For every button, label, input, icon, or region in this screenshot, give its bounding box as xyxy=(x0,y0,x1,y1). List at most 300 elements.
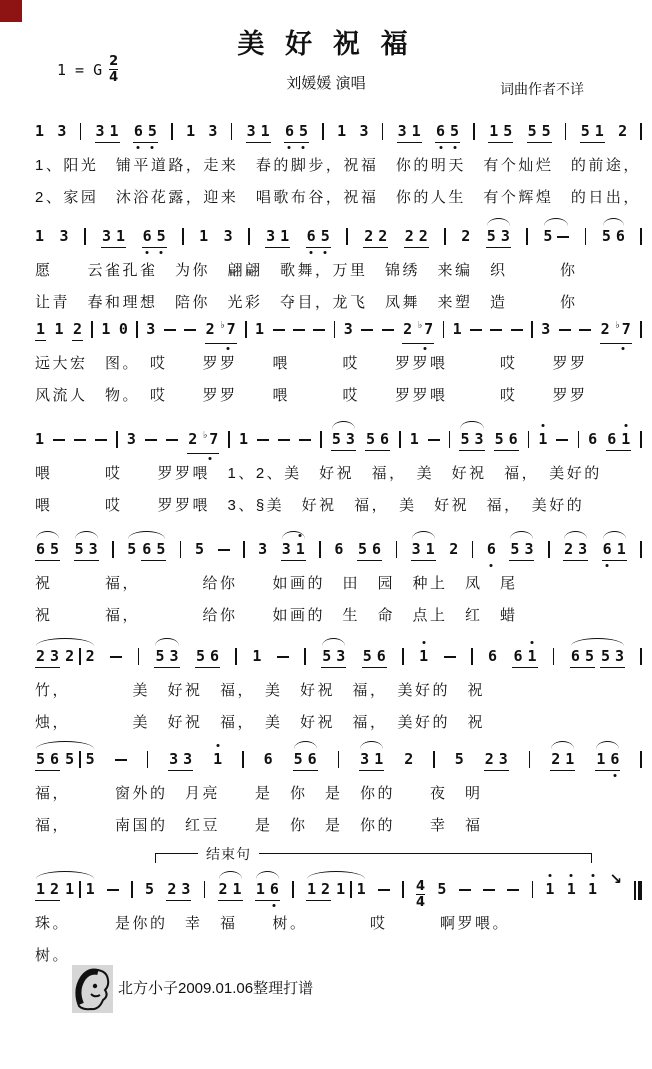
note: 3 xyxy=(498,750,508,768)
note: 6 xyxy=(588,430,598,448)
note: 5 xyxy=(357,540,367,558)
final-barline xyxy=(634,881,642,898)
note: 1 xyxy=(252,647,262,665)
note: 1 xyxy=(213,750,222,768)
note: 5 xyxy=(503,122,513,140)
flat-icon: ♭ xyxy=(219,320,226,331)
notation-line xyxy=(35,217,642,251)
note: 3 xyxy=(397,122,407,140)
note: 6 xyxy=(488,647,498,665)
note: 3 xyxy=(50,647,60,665)
dash xyxy=(95,439,107,441)
note: 5 xyxy=(145,880,155,898)
music-system xyxy=(35,310,642,406)
notation-line xyxy=(35,310,642,344)
note: 5 xyxy=(600,647,610,665)
note: 6 xyxy=(307,227,316,245)
note: 1 xyxy=(621,430,630,448)
barline xyxy=(402,648,404,665)
slur-group xyxy=(331,430,356,451)
note: 5 xyxy=(36,750,46,768)
barline xyxy=(228,431,230,448)
note: 5 xyxy=(460,430,470,448)
note: 3 xyxy=(95,122,105,140)
dash xyxy=(559,329,571,331)
note: 1 xyxy=(356,880,366,898)
barline xyxy=(242,751,244,768)
barline xyxy=(320,431,322,448)
note: 3 xyxy=(411,540,421,558)
note: 5 xyxy=(148,122,157,140)
slur-group xyxy=(293,750,318,771)
note: 6 xyxy=(603,540,612,558)
note: 6 xyxy=(134,122,143,140)
beam-group xyxy=(397,122,422,143)
barline xyxy=(245,321,247,338)
barline xyxy=(443,321,445,338)
note: 6 xyxy=(615,227,625,245)
note: 2 xyxy=(378,227,388,245)
note: 2 xyxy=(461,227,471,245)
note: 2 xyxy=(188,430,198,448)
barline xyxy=(528,431,530,448)
note: 2 xyxy=(551,750,561,768)
flat-icon: ♭ xyxy=(417,320,424,331)
note: 3 xyxy=(57,122,67,140)
dash xyxy=(507,889,519,891)
beam-group xyxy=(402,320,434,344)
barline xyxy=(449,431,451,448)
barline xyxy=(532,881,534,898)
barline xyxy=(531,321,533,338)
barline xyxy=(136,321,138,338)
note: 5 xyxy=(454,750,464,768)
barline xyxy=(346,228,348,245)
barline xyxy=(640,321,642,338)
flat-icon: ♭ xyxy=(614,320,621,331)
barline xyxy=(235,648,237,665)
note: 3 xyxy=(183,750,193,768)
lyric-line: 福， 窗外的 月亮 是 你 是 你的 夜 明 xyxy=(35,785,483,802)
beam-group xyxy=(357,540,382,561)
barline xyxy=(640,228,642,245)
barline xyxy=(565,123,567,140)
note: 6 xyxy=(143,227,152,245)
barline xyxy=(80,123,82,140)
ending-phrase-bracket xyxy=(155,846,592,863)
beam-group xyxy=(306,880,331,901)
lyric-line: 祝 福， 给你 如画的 生 命 点上 红 蜡 xyxy=(35,607,518,624)
note: 6 xyxy=(270,880,279,898)
slur-group xyxy=(543,227,569,245)
note: 2 xyxy=(418,227,428,245)
barline xyxy=(640,541,642,558)
barline xyxy=(473,123,475,140)
beam-group xyxy=(494,430,519,451)
lyric-line: 风流人 物。 哎 罗罗 喂 哎 罗罗喂 哎 罗罗 xyxy=(35,387,588,404)
barline xyxy=(338,751,340,768)
note: 3 xyxy=(336,647,346,665)
note: 1 xyxy=(565,750,575,768)
barline xyxy=(231,123,233,140)
note: 1 xyxy=(36,320,46,338)
note: 1 xyxy=(280,227,290,245)
barline xyxy=(548,541,550,558)
note: 1 xyxy=(35,227,45,245)
time-denominator: 4 xyxy=(109,70,119,85)
lyric-line: 愿 云雀孔雀 为你 翩翩 歌舞，万里 锦绣 来编 织 你 xyxy=(35,262,578,279)
barline xyxy=(292,881,294,898)
note: 5 xyxy=(50,540,60,558)
barline xyxy=(578,431,580,448)
note: 1 xyxy=(255,880,265,898)
note: 5 xyxy=(331,430,341,448)
note: 1 xyxy=(186,122,196,140)
music-system xyxy=(35,637,642,733)
beam-group xyxy=(580,122,605,143)
note: 5 xyxy=(366,430,376,448)
note: 6 xyxy=(285,122,294,140)
note: 3 xyxy=(208,122,218,140)
note: 5 xyxy=(74,540,84,558)
slur-group xyxy=(459,430,484,451)
dash xyxy=(490,329,502,331)
note: 6 xyxy=(263,750,273,768)
note: 1 xyxy=(232,880,242,898)
beam-group xyxy=(600,647,625,668)
lyric-line: 1、阳光 铺平道路，走来 春的脚步，祝福 你的明天 有个灿烂 的前途， xyxy=(35,157,641,174)
note: 5 xyxy=(584,647,594,665)
beam-group xyxy=(95,122,120,143)
note: 2 xyxy=(167,880,177,898)
note: 6 xyxy=(36,540,46,558)
lyric-line: 树。 xyxy=(35,947,71,964)
dash xyxy=(428,439,440,441)
avatar xyxy=(72,965,113,1013)
note: 1 xyxy=(255,320,265,338)
barline xyxy=(138,648,140,665)
note: ♭7 xyxy=(202,430,218,451)
barline xyxy=(204,881,206,898)
flat-icon: ♭ xyxy=(202,430,209,441)
beam-group xyxy=(101,227,126,248)
note: 2 xyxy=(564,540,574,558)
note: 3 xyxy=(524,540,534,558)
slur-group xyxy=(35,647,95,668)
note: 3 xyxy=(281,540,291,558)
slur-group xyxy=(35,880,95,901)
note: 5 xyxy=(127,540,137,558)
slur-group xyxy=(74,540,99,561)
note: 1 xyxy=(101,320,111,338)
dash xyxy=(257,439,269,441)
note: 2 xyxy=(404,750,414,768)
dash xyxy=(145,439,157,441)
slur-group xyxy=(602,227,625,245)
slur-group xyxy=(306,880,366,901)
lyric-line: 远大宏 图。 哎 罗罗 喂 哎 罗罗喂 哎 罗罗 xyxy=(35,355,588,372)
note: 6 xyxy=(50,750,60,768)
note: 3 xyxy=(578,540,588,558)
lyric-line: 喂 哎 罗罗喂 1、2、美 好祝 福， 美 好祝 福， 美好的 xyxy=(35,465,602,482)
barline xyxy=(84,228,86,245)
note: 5 xyxy=(543,227,553,245)
note: 5 xyxy=(321,227,330,245)
lyric-line: 让青 春和理想 陪你 光彩 夺目，龙飞 凤舞 来塑 造 你 xyxy=(35,294,578,311)
note: 3 xyxy=(181,880,191,898)
note: 6 xyxy=(513,647,523,665)
note: 5 xyxy=(437,880,447,898)
barline xyxy=(248,228,250,245)
note: 5 xyxy=(299,122,308,140)
note: 1 xyxy=(596,750,606,768)
barline xyxy=(116,431,118,448)
note: 1 xyxy=(374,750,384,768)
note: 6 xyxy=(436,122,445,140)
note: 6 xyxy=(607,430,617,448)
note: 1 xyxy=(296,540,305,558)
beam-group xyxy=(284,122,309,143)
beam-group xyxy=(35,647,60,668)
time-numerator: 2 xyxy=(109,54,119,69)
barline xyxy=(79,648,81,665)
barline xyxy=(553,648,555,665)
notation-line xyxy=(35,420,642,454)
note: 6 xyxy=(334,540,344,558)
avatar-image xyxy=(72,965,113,1013)
note: 5 xyxy=(156,540,166,558)
note: 1 xyxy=(411,122,421,140)
notation-line xyxy=(35,870,642,910)
barline xyxy=(472,541,474,558)
beam-group xyxy=(168,750,193,771)
note: 2 xyxy=(600,320,610,338)
dash xyxy=(313,329,325,331)
slur-group xyxy=(35,750,95,771)
note: 5 xyxy=(194,540,204,558)
song-title: 美 好 祝 福 xyxy=(237,29,415,59)
key-label: 1 = G xyxy=(57,60,103,79)
beam-group xyxy=(527,122,552,143)
note: 5 xyxy=(195,647,205,665)
barline xyxy=(382,123,384,140)
note: 2 xyxy=(205,320,215,338)
slur-group xyxy=(570,647,625,668)
note: 1 xyxy=(336,880,346,898)
note: 1 xyxy=(65,880,75,898)
barline xyxy=(147,751,149,768)
notation-line xyxy=(35,112,642,146)
beam-group xyxy=(187,430,219,454)
note: 2 xyxy=(50,880,60,898)
note: 3 xyxy=(345,430,355,448)
barline xyxy=(444,228,446,245)
note: 1 xyxy=(489,122,499,140)
slur-group xyxy=(509,540,534,561)
music-system xyxy=(35,420,642,516)
note: 3 xyxy=(223,227,233,245)
barline xyxy=(640,123,642,140)
barline xyxy=(471,648,473,665)
beam-group xyxy=(246,122,271,143)
beam-group xyxy=(484,750,509,771)
note: 3 xyxy=(615,647,625,665)
note: 2 xyxy=(36,647,46,665)
beam-group xyxy=(195,647,220,668)
notation-line xyxy=(35,740,642,774)
beam-group xyxy=(72,320,83,341)
dash xyxy=(74,439,86,441)
note: 1 xyxy=(307,880,317,898)
lyric-line: 喂 哎 罗罗喂 3、§美 好祝 福， 美 好祝 福， 美好的 xyxy=(35,497,585,514)
note: 2 xyxy=(403,320,413,338)
note: 2 xyxy=(218,880,228,898)
dash xyxy=(164,329,176,331)
slur-group xyxy=(321,647,346,668)
slur-group xyxy=(127,540,166,561)
slur-group xyxy=(281,540,306,561)
note: 1 xyxy=(116,227,126,245)
ending-phrase-label: 结束句 xyxy=(198,844,259,864)
dash xyxy=(273,329,285,331)
note: 2 xyxy=(449,540,459,558)
barline xyxy=(243,541,245,558)
slur-group xyxy=(35,540,60,561)
note: 1 xyxy=(528,647,537,665)
dash xyxy=(382,329,394,331)
notation-line xyxy=(35,530,642,564)
note: 1 xyxy=(538,430,547,448)
barline xyxy=(304,648,306,665)
note: 5 xyxy=(486,227,496,245)
beam-group xyxy=(35,880,60,901)
beam-group xyxy=(512,647,537,668)
note: 1 xyxy=(109,122,119,140)
note: 1 xyxy=(588,880,597,898)
dash xyxy=(511,329,523,331)
note: 3 xyxy=(359,122,369,140)
note: 3 xyxy=(59,227,69,245)
beam-group xyxy=(265,227,290,248)
note: 3 xyxy=(266,227,276,245)
note: 1 xyxy=(54,320,64,338)
note: 2 xyxy=(321,880,331,898)
note: 5 xyxy=(580,122,590,140)
note: 6 xyxy=(371,540,381,558)
notation-line xyxy=(35,637,642,671)
dash xyxy=(166,439,178,441)
barline xyxy=(585,228,587,245)
note: 5 xyxy=(157,227,166,245)
note: 6 xyxy=(142,540,152,558)
dash xyxy=(53,439,65,441)
barline xyxy=(180,541,182,558)
beam-group xyxy=(166,880,191,901)
note: 5 xyxy=(601,227,611,245)
note: 1 xyxy=(616,540,626,558)
transcriber-credit: 北方小子2009.01.06整理打谱 xyxy=(118,980,314,997)
barline xyxy=(319,541,321,558)
note: 1 xyxy=(337,122,347,140)
composer-credit: 词曲作者不详 xyxy=(500,81,584,97)
note: 3 xyxy=(126,430,136,448)
note: 6 xyxy=(508,430,518,448)
beam-group xyxy=(488,122,513,143)
barline xyxy=(334,321,336,338)
barline xyxy=(112,541,114,558)
beam-group xyxy=(606,430,631,451)
beam-group xyxy=(570,647,595,668)
barline xyxy=(402,881,404,898)
dash xyxy=(459,889,471,891)
slur-group xyxy=(563,540,588,561)
note: 3 xyxy=(169,750,179,768)
note: 2 xyxy=(618,122,628,140)
beam-group xyxy=(141,540,166,561)
slur-group xyxy=(411,540,436,561)
barline xyxy=(171,123,173,140)
note: 2 xyxy=(65,647,75,665)
note: 3 xyxy=(500,227,510,245)
slur-group xyxy=(255,880,280,901)
barline xyxy=(526,228,528,245)
dash xyxy=(579,329,591,331)
note: 2 xyxy=(364,227,374,245)
note: 2 xyxy=(404,227,414,245)
note: 2 xyxy=(85,647,95,665)
note: 2 xyxy=(72,320,82,338)
music-system xyxy=(35,740,642,836)
dash xyxy=(293,329,305,331)
beam-group xyxy=(35,750,60,771)
music-system xyxy=(35,217,642,313)
beam-group xyxy=(600,320,632,344)
note: 3 xyxy=(541,320,551,338)
beam-group xyxy=(205,320,237,344)
note: 5 xyxy=(85,750,95,768)
lyric-line: 竹， 美 好祝 福， 美 好祝 福， 美好的 祝 xyxy=(35,682,486,699)
slur-group xyxy=(602,540,627,561)
dash xyxy=(361,329,373,331)
lyric-line: 2、家园 沐浴花露，迎来 唱歌布谷，祝福 你的人生 有个辉煌 的日出， xyxy=(35,189,641,206)
note: 1 xyxy=(238,430,248,448)
dash xyxy=(483,889,495,891)
dash xyxy=(378,889,390,891)
dash xyxy=(277,656,289,658)
barline xyxy=(131,881,133,898)
time-signature: $\frac{4}{4}$ xyxy=(416,879,426,910)
note: 1 xyxy=(35,122,45,140)
note: 5 xyxy=(155,647,165,665)
barline xyxy=(529,751,531,768)
beam-group xyxy=(133,122,158,143)
dash xyxy=(299,439,311,441)
slur-group xyxy=(550,750,575,771)
beam-group xyxy=(365,430,390,451)
note: 1 xyxy=(199,227,209,245)
note: 5 xyxy=(450,122,459,140)
note: 1 xyxy=(425,540,435,558)
note: 1 xyxy=(452,320,462,338)
beam-group xyxy=(306,227,331,248)
dash xyxy=(184,329,196,331)
dash xyxy=(278,439,290,441)
dash xyxy=(107,889,119,891)
beam-group xyxy=(435,122,460,143)
barline xyxy=(640,431,642,448)
slur-group xyxy=(486,227,511,248)
slur-group xyxy=(154,647,179,668)
